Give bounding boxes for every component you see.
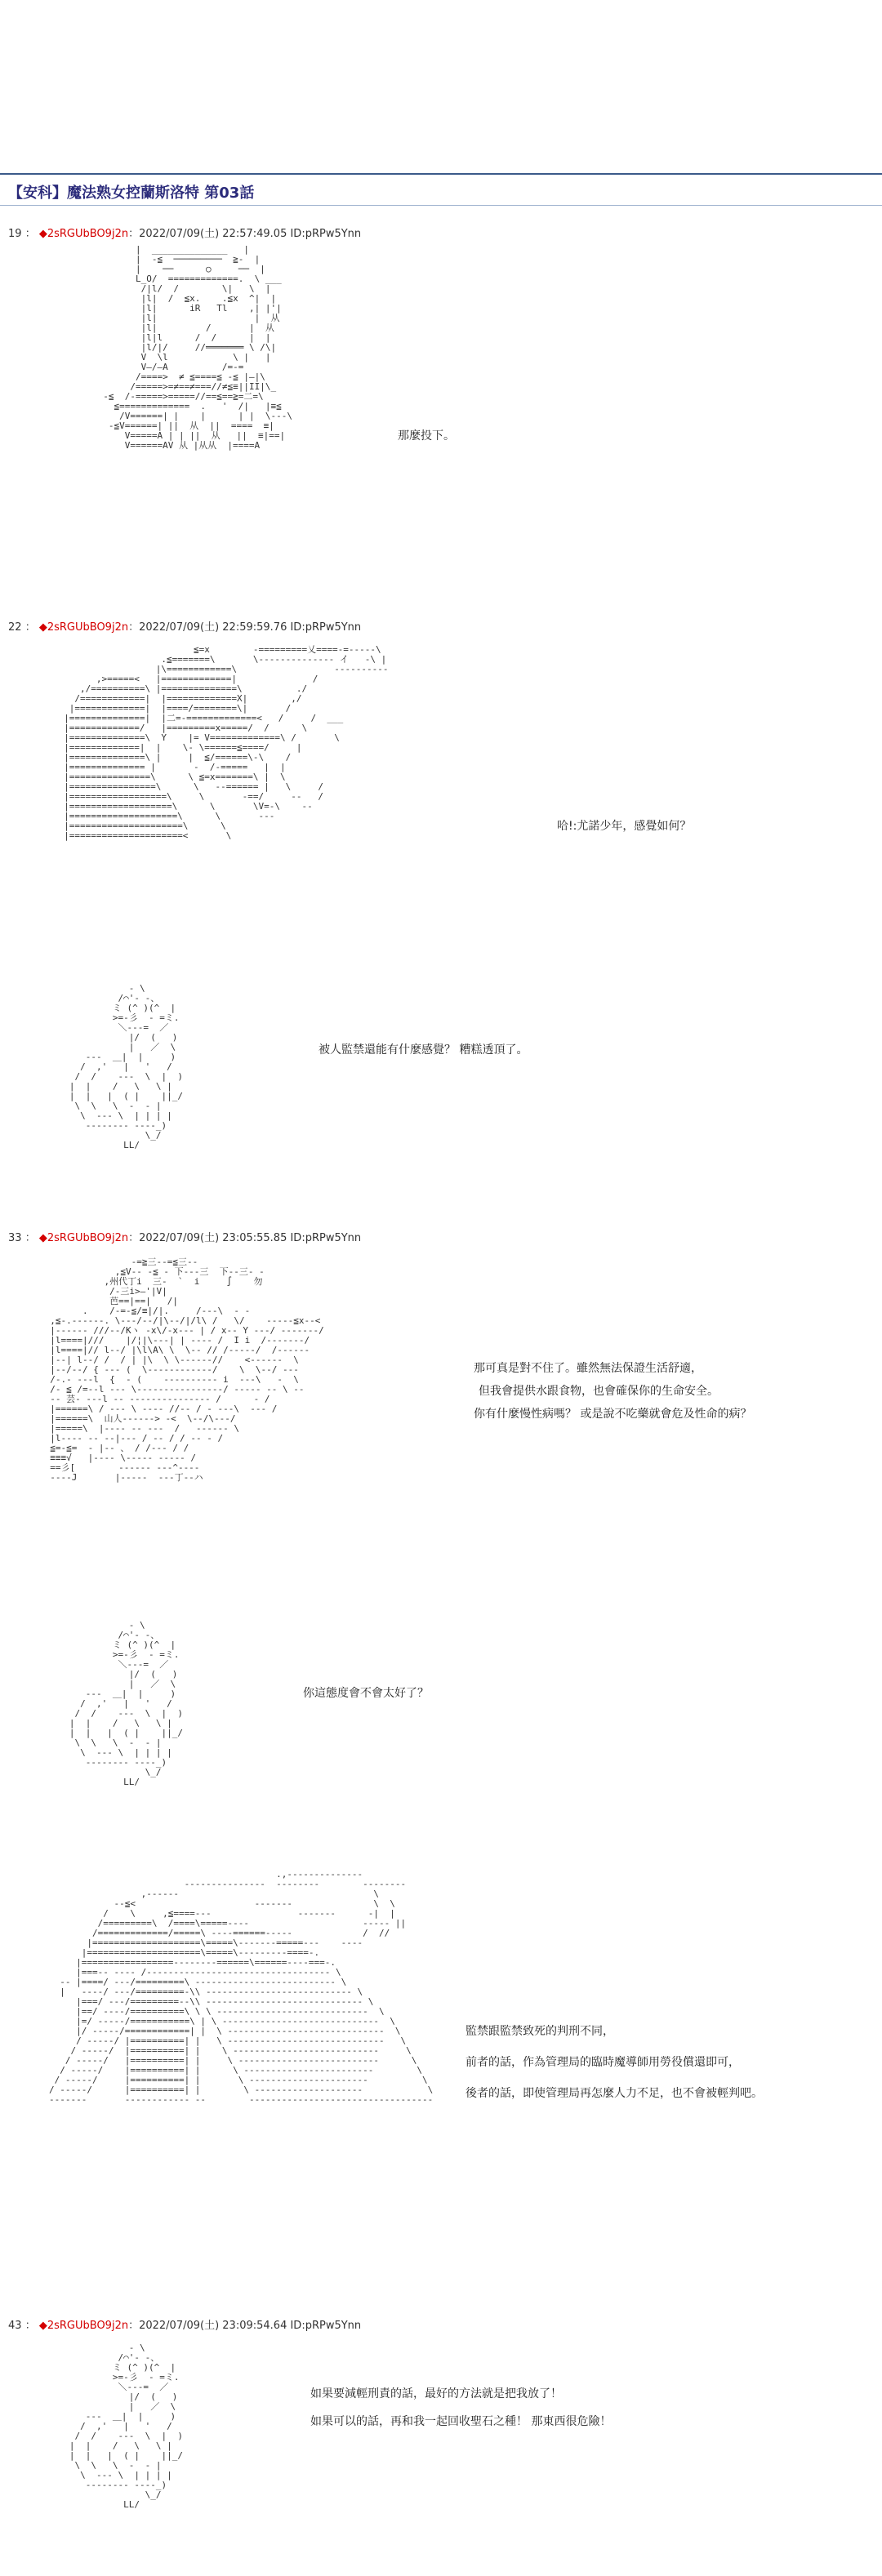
post-separator: ：	[24, 228, 36, 240]
dialog-text: 你這態度會不會太好了？	[303, 1687, 429, 1700]
yuno-ferret-ascii-art: ‐ \ /⌒'‐ ‐、 ミ (^ )(^ | >=‐彡 ‐ =ミ. ＼-‐‐= ／ |/ ( ) | ／ \ ‐‐‐ ＿| | ) / ,' | ' / / / ‐‐‐ \ | ) | | / \ \ | | | | ( | ||_/ \ \ \ ‐ ‐ | \ ‐‐‐ \ | | | | ‐‐‐‐‐‐‐‐ ‐‐‐‐_) \_/ LL/	[69, 2342, 183, 2510]
post-header	[8, 2316, 361, 2332]
lancelot-drinking-ascii-art: ‐=≧三‐‐=≦三‐‐ ,≦V‐‐ ‐≦ ‐ 下‐‐‐三 下‐‐三‐ ‐ ,州代丁i 三‐ ` i ∫ 勿 /‐三i>—'|V| 芭==|==| /| . /‐=‐≦/≡|/|. /‐‐‐\ ‐ ‐ ,≦‐.‐‐‐‐‐‐. \‐‐‐/‐‐/|\‐‐/|/l\ / \/ ‐‐‐‐‐≦x‐‐< |‐‐‐‐‐‐ ///‐‐/Kヽ ‐x\/‐x‐‐‐ | / x‐‐ Y ‐‐‐/ ‐‐‐‐‐‐‐/ |l====|/// |/¦|\‐‐‐| | ‐‐‐‐ / I i /‐‐‐‐‐‐‐/ |l====|// l‐‐/ |\l\A\ \ \‐‐ // /‐‐‐‐‐/ /‐‐‐‐‐‐ |‐‐| l‐‐/ / / | |\ \ \‐‐‐‐‐‐// <‐‐‐‐‐‐ \ |‐‐/‐‐/ { ‐‐‐ ( \‐‐‐‐‐‐‐‐‐‐‐‐/ \ \‐‐/ ‐‐‐ /‐.‐ ‐‐‐l { ‐ ( ‐‐‐‐‐‐‐‐‐‐ i ‐‐‐\ ‐ \ /‐ ≦ /=‐‐l ‐‐‐ \‐‐‐‐‐‐‐‐‐‐‐‐‐‐‐‐/ ‐‐‐‐‐ ‐‐ \ ‐‐ ‐‐ 芸‐ ‐‐‐l ‐‐ ‐‐‐‐‐‐‐‐‐‐‐‐‐‐‐ / ‐ / |======\ / ‐‐‐ \ ‐‐‐‐ //‐‐ / ‐ ‐‐‐\ ‐‐‐ / |======\ 山人‐‐‐‐‐‐> ‐< \‐‐/\‐‐‐/ |=====\ |‐‐‐‐ ‐‐ ‐‐‐ / ‐‐‐‐‐‐ \ |l‐‐‐‐ ‐‐ ‐‐|‐‐‐ / ‐‐ / / ‐‐ ‐ / ≦=‐≦= ‐ |‐‐ 、 / /‐‐‐ / / ≡≡≡√ |‐‐‐‐ \‐‐‐‐‐ ‐‐‐‐‐ / ==彡[ ‐‐‐‐‐‐ ‐‐‐^‐‐‐‐ ‐‐‐‐J |‐‐‐‐‐ ‐‐‐丁‐‐ハ	[50, 1257, 324, 1483]
dialog-text: 監禁跟監禁致死的判刑不同， 前者的話，作為管理局的臨時魔導師用勞役償還即可， 後者的話，即使管理局再怎麼人力不足，也不會被輕判吧。	[466, 2025, 763, 2100]
trip-diamond-icon: ◆	[38, 228, 47, 240]
trip-diamond-icon: ◆	[38, 1232, 47, 1244]
post-separator: ：	[24, 621, 36, 634]
post-separator: ：	[24, 1232, 36, 1244]
trip-diamond-icon: ◆	[38, 621, 47, 634]
lancelot-armored-ascii-art: ≦=x ‐=========乂====‐=‐‐‐‐‐\ .≦=======\ \‐‐‐‐‐‐‐‐‐‐‐‐‐‐ イ ‐\ | |\============\ ‐‐‐‐‐‐‐‐‐‐ ,>=====< |=============| / ,/==========\ |==============\ ./ /============| |=============X| ,/ |=============| |====/========\| / |==============| |二=‐=============< / / ___ |=============/ |=========x=====/ / \ |==============\ Y |= V=============\ / \ |=============| | \‐ \======≦====/ | |==============\ | | ≦/======\‐\ / |============== | ‐ /‐===== | | |===============\ \ ≦=x=======\ | \ |================\ \ ‐‐====== | \ / |==================\ \ ‐==/ ‐‐ / |===================\ \ \V=‐\ ‐‐ |====================\ \ ‐‐‐ |=====================\ \ |=====================< \	[64, 644, 389, 841]
post-trip: 2sRGUbBO9j2n	[47, 2320, 129, 2332]
lancelot-ascii-art: | ______________ | | -≦ ───────── ≧- | | ── ○ ── | L_O/ =============. \ ___ /|l/ / \| \ | |l| / ≦x. .≦x ^| | |l| iR Tl ,| |'| |l| | 从 |l| / | 从 |l|l / / | | |l/|/ //═══════ \ /\| V \l \ | | V—/—A /=‐= /====> ≠ ≦====≦ ‐≦ |—|\ /=====>=≠==≠===//≠≦≡||II|\_ -≦ /‐=====>=====//==≦==≧=二=\ ≦============= . ' /| |≡≦ /V======| | | | | \‐‐‐\ -≦V======| || 从 || ==== ≡| V=====A | | || 从 || ≡|==| V======AV 从 |从从 |====A	[103, 244, 293, 451]
post-number[interactable]: 33	[8, 1232, 22, 1244]
yuno-ferret-ascii-art: ‐ \ /⌒'‐ ‐、 ミ (^ )(^ | >=‐彡 ‐ =ミ. ＼-‐‐= ／ |/ ( ) | ／ \ ‐‐‐ ＿| | ) / ,' | ' / / / ‐‐‐ \ | ) | | / \ \ | | | | ( | ||_/ \ \ \ ‐ ‐ | \ ‐‐‐ \ | | | | ‐‐‐‐‐‐‐‐ ‐‐‐‐_) \_/ LL/	[69, 1620, 183, 1787]
dialog-text: 被人監禁還能有什麼感覺？ 糟糕透頂了。	[318, 1043, 528, 1057]
lancelot-cloaked-ascii-art: .,‐‐‐‐‐‐‐‐‐‐‐‐‐‐ ‐‐‐‐‐‐‐‐‐‐‐‐‐‐‐ ‐‐‐‐‐‐‐‐ ‐‐‐‐‐‐‐‐ ,‐‐‐‐‐‐ \ ‐‐≦< ‐‐‐‐‐‐‐ \ \ / \ ,≦====‐‐‐ ‐‐‐‐‐‐‐ ‐| | /=========\ /====\=====‐‐‐‐ ‐‐‐‐‐ || /=============/=====\ ‐‐‐‐======‐‐‐‐‐ / // |====================\=====\‐‐‐‐‐‐‐=====‐‐‐ ‐‐‐‐ |=====================\=====\‐‐‐‐‐‐‐‐‐====‐. |=================‐‐‐‐‐‐‐‐======\======‐‐‐‐===‐. |===‐‐ ‐‐‐‐ /‐‐‐‐‐‐‐‐‐‐‐‐‐‐‐‐‐‐‐‐‐‐‐‐‐‐‐‐‐‐‐‐‐‐ \ ‐‐ |====/ ‐‐‐/=========\ ‐‐‐‐‐‐‐‐‐‐‐‐‐‐‐‐‐‐‐‐‐‐‐‐‐‐ \ | ‐‐‐‐/ ‐‐‐/=========‐\\ ‐‐‐‐‐‐‐‐‐‐‐‐‐‐‐‐‐‐‐‐‐‐‐‐‐‐‐ \ |===/ ‐‐‐/=========‐‐\\ ‐‐‐‐‐‐‐‐‐‐‐‐‐‐‐‐‐‐‐‐‐‐‐‐‐‐‐‐‐ \ |==/ ‐‐‐‐/==========\ \ \ ‐‐‐‐‐‐‐‐‐‐‐‐‐‐‐‐‐‐‐‐‐‐‐‐‐‐‐‐ \ |=/ ‐‐‐‐‐/===========\ | \ ‐‐‐‐‐‐‐‐‐‐‐‐‐‐‐‐‐‐‐‐‐‐‐‐‐‐‐‐‐ \ |/ ‐‐‐‐‐/============| | \ ‐‐‐‐‐‐‐‐‐‐‐‐‐‐‐‐‐‐‐‐‐‐‐‐‐‐‐‐‐ \ / ‐‐‐‐‐/ |==========| | \ ‐‐‐‐‐‐‐‐‐‐‐‐‐‐‐‐‐‐‐‐‐‐‐‐‐‐‐‐‐ \ / ‐‐‐‐‐/ |==========| | \ ‐‐‐‐‐‐‐‐‐‐‐‐‐‐‐‐‐‐‐‐‐‐‐‐‐‐‐ \ / ‐‐‐‐‐/ |==========| | \ ‐‐‐‐‐‐‐‐‐‐‐‐‐‐‐‐‐‐‐‐‐‐‐‐‐‐ \ / ‐‐‐‐‐/ |==========| | \ ‐‐‐‐‐‐‐‐‐‐‐‐‐‐‐‐‐‐‐‐‐‐‐‐ \ / ‐‐‐‐‐/ |==========| | \ ‐‐‐‐‐‐‐‐‐‐‐‐‐‐‐‐‐‐‐‐‐‐ \ / ‐‐‐‐‐/ |==========| | \ ‐‐‐‐‐‐‐‐‐‐‐‐‐‐‐‐‐‐‐‐ \ ‐‐‐‐‐‐‐ ‐‐‐‐‐‐‐‐‐‐‐‐ ‐‐ ‐‐‐‐‐‐‐‐‐‐‐‐‐‐‐‐‐‐‐‐‐‐‐‐‐‐‐‐‐‐‐‐‐‐	[49, 1869, 434, 2105]
post-meta: ：2022/07/09(土) 23:05:55.85 ID:pRPw5Ynn	[128, 1232, 362, 1244]
post-header	[8, 618, 361, 634]
yuno-ferret-ascii-art: ‐ \ /⌒'‐ ‐、 ミ (^ )(^ | >=‐彡 ‐ =ミ. ＼-‐‐= ／ |/ ( ) | ／ \ ‐‐‐ ＿| | ) / ,' | ' / / / ‐‐‐ \ | ) | | / \ \ | | | | ( | ||_/ \ \ \ ‐ ‐ | \ ‐‐‐ \ | | | | ‐‐‐‐‐‐‐‐ ‐‐‐‐_) \_/ LL/	[69, 983, 183, 1150]
post-header	[8, 1229, 361, 1244]
dialog-text: 那麼投下。	[398, 429, 455, 443]
post-trip: 2sRGUbBO9j2n	[47, 621, 129, 634]
post-header	[8, 225, 361, 240]
post-separator: ：	[24, 2320, 36, 2332]
post-number[interactable]: 43	[8, 2320, 22, 2332]
post-meta: ：2022/07/09(土) 23:09:54.64 ID:pRPw5Ynn	[128, 2320, 362, 2332]
post-number[interactable]: 19	[8, 228, 22, 240]
post-meta: ：2022/07/09(土) 22:57:49.05 ID:pRPw5Ynn	[128, 228, 362, 240]
post-meta: ：2022/07/09(土) 22:59:59.76 ID:pRPw5Ynn	[128, 621, 362, 634]
dialog-text: 如果要減輕刑責的話，最好的方法就是把我放了！ 如果可以的話，再和我一起回收聖石之種！ 那東西很危險！	[310, 2387, 612, 2428]
post-number[interactable]: 22	[8, 621, 22, 634]
trip-diamond-icon: ◆	[38, 2320, 47, 2332]
thread-title: 【安科】魔法熟女控蘭斯洛特 第03話	[0, 173, 882, 206]
post-trip: 2sRGUbBO9j2n	[47, 1232, 129, 1244]
dialog-text: 哈!:尤諾少年，感覺如何？	[557, 820, 692, 833]
post-trip: 2sRGUbBO9j2n	[47, 228, 129, 240]
dialog-text: 那可真是對不住了。雖然無法保證生活舒適， 但我會提供水跟食物，也會確保你的生命安全。 你有什麼慢性病嗎？ 或是說不吃藥就會危及性命的病？	[474, 1362, 752, 1421]
